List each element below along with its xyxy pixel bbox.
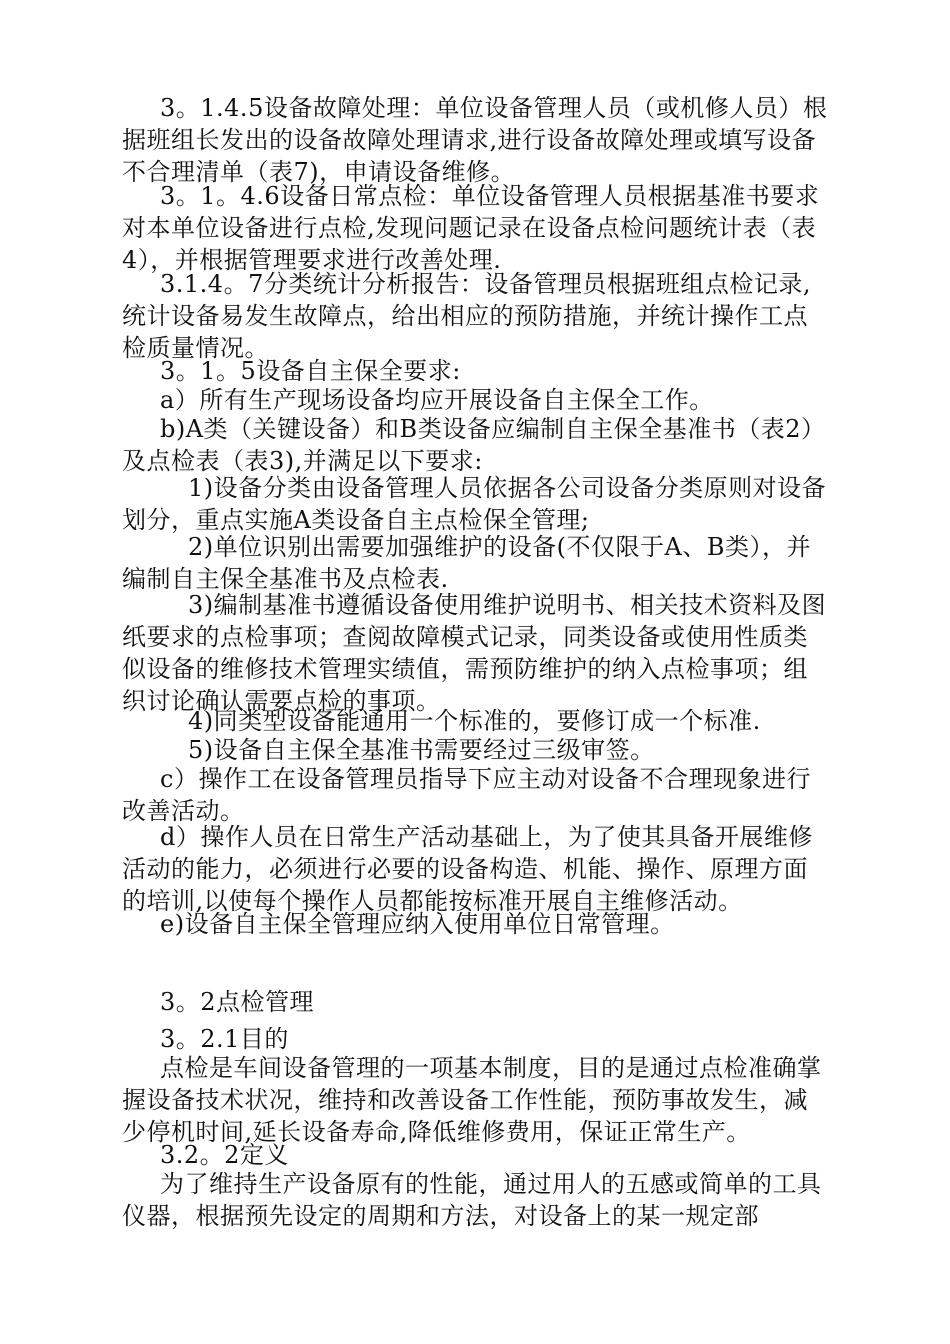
sub-item-3: 3)编制基准书遵循设备使用维护说明书、相关技术资料及图纸要求的点检事项；查阅故障模式记录，同类设备或使用性质类似设备的维修技术管理实绩值，需预防维护的纳入点检事项；组织讨论确认需要点检的事项。 (122, 591, 827, 715)
sub-item-4: 4)同类型设备能通用一个标准的，要修订成一个标准. (188, 707, 761, 735)
sub-item-2: 2)单位识别出需要加强维护的设备(不仅限于A、B类），并编制自主保全基准书及点检表. (122, 533, 811, 593)
heading-3-2-2: 3.2。2定义 (160, 1141, 289, 1169)
item-d: d）操作人员在日常生产活动基础上，为了使其具备开展维修活动的能力，必须进行必要的设备构造、机能、操作、原理方面的培训,以使每个操作人员都能按标准开展自主维修活动。 (122, 823, 813, 915)
paragraph-3-1-4-6: 3。1。4.6设备日常点检：单位设备管理人员根据基准书要求对本单位设备进行点检,发现问题记录在设备点检问题统计表（表4），并根据管理要求进行改善处理. (122, 182, 820, 274)
paragraph-definition: 为了维持生产设备原有的性能，通过用人的五感或简单的工具仪器，根据预先设定的周期和方法，对设备上的某一规定部 (122, 1170, 822, 1230)
item-e: e)设备自主保全管理应纳入使用单位日常管理。 (160, 910, 675, 938)
sub-item-5: 5)设备自主保全基准书需要经过三级审签。 (188, 736, 655, 764)
section-heading-3-2: 3。2点检管理 (160, 988, 315, 1016)
item-a: a）所有生产现场设备均应开展设备自主保全工作。 (160, 386, 714, 414)
sub-item-1: 1)设备分类由设备管理人员依据各公司设备分类原则对设备划分，重点实施A类设备自主点检保全管理; (122, 474, 827, 534)
item-c: c）操作工在设备管理员指导下应主动对设备不合理现象进行改善活动。 (122, 765, 811, 825)
paragraph-3-1-4-7: 3.1.4。7分类统计分析报告：设备管理员根据班组点检记录,统计设备易发生故障点，给出相应的预防措施，并统计操作工点检质量情况。 (122, 270, 811, 362)
paragraph-purpose: 点检是车间设备管理的一项基本制度，目的是通过点检准确掌握设备技术状况，维持和改善设备工作性能，预防事故发生，减少停机时间,延长设备寿命,降低维修费用，保证正常生产。 (122, 1054, 822, 1146)
heading-3-1-5: 3。1。5设备自主保全要求: (160, 357, 461, 385)
paragraph-3-1-4-5: 3。1.4.5设备故障处理：单位设备管理人员（或机修人员）根据班组长发出的设备故障处理请求,进行设备故障处理或填写设备不合理清单（表7)，申请设备维修。 (122, 94, 828, 186)
heading-3-2-1: 3。2.1目的 (160, 1025, 289, 1053)
item-b: b)A类（关键设备）和B类设备应编制自主保全基准书（表2）及点检表（表3),并满足以下要求: (122, 415, 826, 475)
